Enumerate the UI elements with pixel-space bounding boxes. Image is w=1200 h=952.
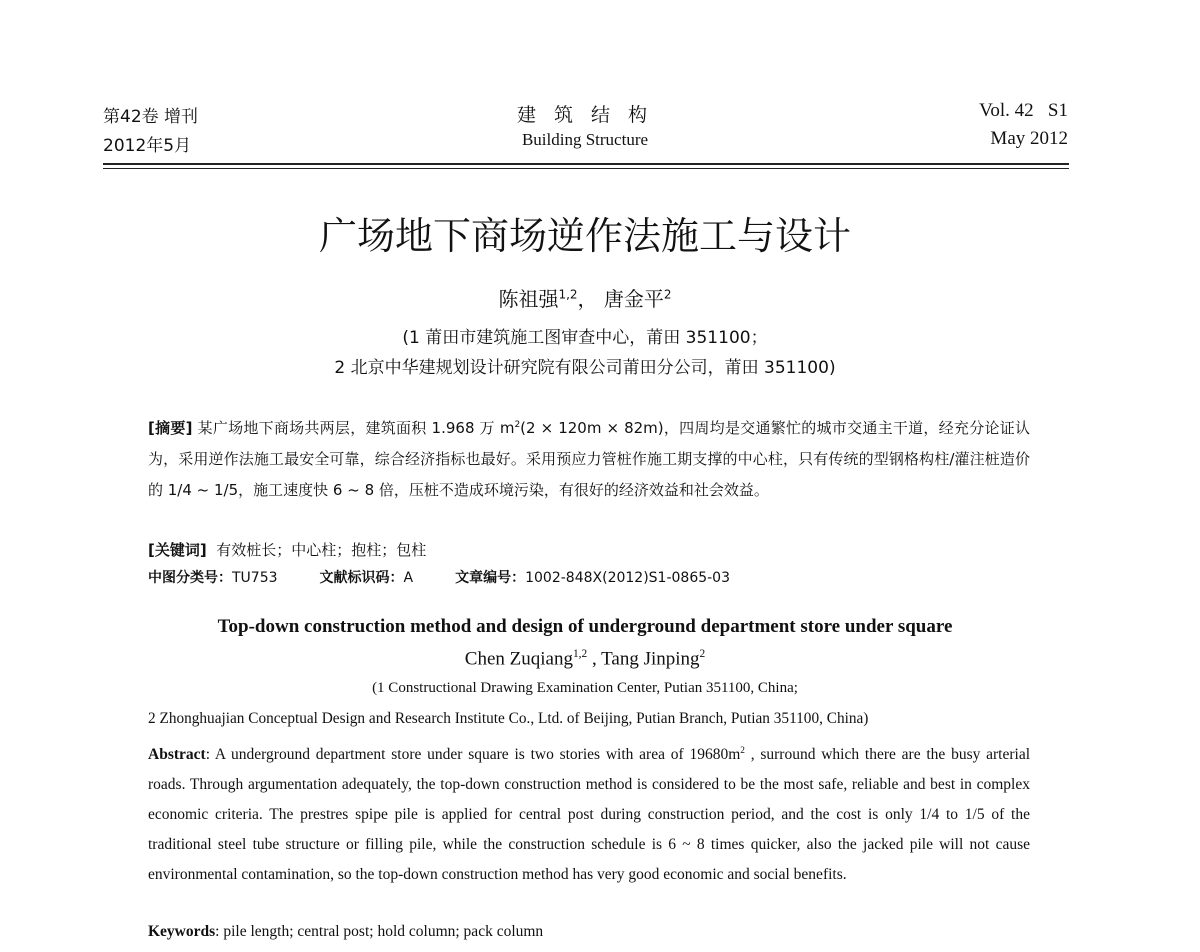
header-rule <box>103 163 1069 165</box>
authors-cn <box>0 283 1170 312</box>
abstract-cn <box>148 410 1030 506</box>
author-name: 陈祖强 <box>498 287 559 311</box>
abstract-text: (2 × 120m × 82m)，四周均是交通繁忙的城市交通主干道，经充分论证认为，采用逆作法施工最安全可靠，综合经济指标也最好。采用预应力管桩作施工期支撑的中心柱，只有传统的型钢格构柱/灌注桩造价的 1/4 ~ 1/5，施工速度快 6 ~ 8 倍，压桩不造成环境污染，有很好的经济效益和社会效益。 <box>148 419 1030 499</box>
abstract-text: , surround which there are the busy arterial roads. Through argumentation adequately, the top-down construction method is considered to be the most safe, reliable and best in complex economic criteria. The prestres spipe pile is applied for central post during construction period, and the cost is only 1/4 to 1/5 of the traditional steel tube structure or filling pile, while the construction schedule is 6 ~ 8 times quicker, also the jacked pile will not cause environmental contamination, so the top-down construction method has very good economic and social benefits. <box>148 746 1031 884</box>
keywords-label-en: Keywords <box>148 923 216 940</box>
author-name: ， 唐金平 <box>577 287 664 311</box>
doc-code-value: A <box>403 570 414 586</box>
author-affil-sup: 1,2 <box>572 648 588 660</box>
journal-name-cn: 建 筑 结 构 <box>516 104 654 126</box>
journal-name-en: Building Structure <box>521 130 649 149</box>
volume-issue: 第42卷 增刊 <box>103 107 199 127</box>
abstract-text: : A underground department store under square is two stories with area of 19680m <box>205 746 741 764</box>
clc-label: 中图分类号： <box>148 570 232 586</box>
authors-en <box>0 648 1170 670</box>
paper-title-en: Top-down construction method and design of underground department store under square <box>217 616 953 637</box>
abstract-label-cn: [摘要] <box>148 419 193 437</box>
doc-code-label: 文献标识码： <box>319 570 404 586</box>
keywords-label-cn: [关键词] <box>148 541 207 559</box>
keywords-cn <box>148 535 1030 566</box>
abstract-text: 某广场地下商场共两层，建筑面积 1.968 万 m <box>192 419 515 437</box>
article-no-value: 1002-848X(2012)S1-0865-03 <box>525 570 730 586</box>
author-affil-sup: 2 <box>699 648 706 660</box>
clc-value: TU753 <box>232 570 278 586</box>
header-rule-thin <box>103 168 1069 169</box>
volume-en: Vol. 42 S1 <box>979 100 1068 121</box>
keywords-text: 有效桩长；中心柱；抱柱；包柱 <box>206 541 427 559</box>
classification-line <box>148 563 1030 594</box>
publication-date-cn: 2012年5月 <box>103 136 192 156</box>
abstract-label-en: Abstract <box>148 746 206 764</box>
affiliation-en-1: (1 Constructional Drawing Examination Center, Putian 351100, China; <box>372 680 798 696</box>
author-name: Chen Zuqiang <box>464 648 573 670</box>
article-no-label: 文章编号： <box>455 570 526 586</box>
publication-date-en: May 2012 <box>990 128 1068 149</box>
affiliation-en-2: 2 Zhonghuajian Conceptual Design and Research Institute Co., Ltd. of Beijing, Putian Branch, Putian 351100, China) <box>148 710 869 727</box>
affiliation-cn-2: 2 北京中华建规划设计研究院有限公司莆田分公司，莆田 351100) <box>334 358 836 378</box>
author-affil-sup: 1,2 <box>558 287 578 302</box>
superscript: 2 <box>514 420 521 430</box>
abstract-en <box>148 736 1030 890</box>
author-affil-sup: 2 <box>663 287 672 302</box>
author-name: , Tang Jinping <box>587 648 700 670</box>
keywords-en <box>148 917 1030 947</box>
superscript: 2 <box>740 746 745 756</box>
affiliation-cn-1: (1 莆田市建筑施工图审查中心，莆田 351100； <box>402 328 768 348</box>
keywords-text: : pile length; central post; hold column; pack column <box>215 923 544 940</box>
paper-title-cn: 广场地下商场逆作法施工与设计 <box>318 214 851 258</box>
